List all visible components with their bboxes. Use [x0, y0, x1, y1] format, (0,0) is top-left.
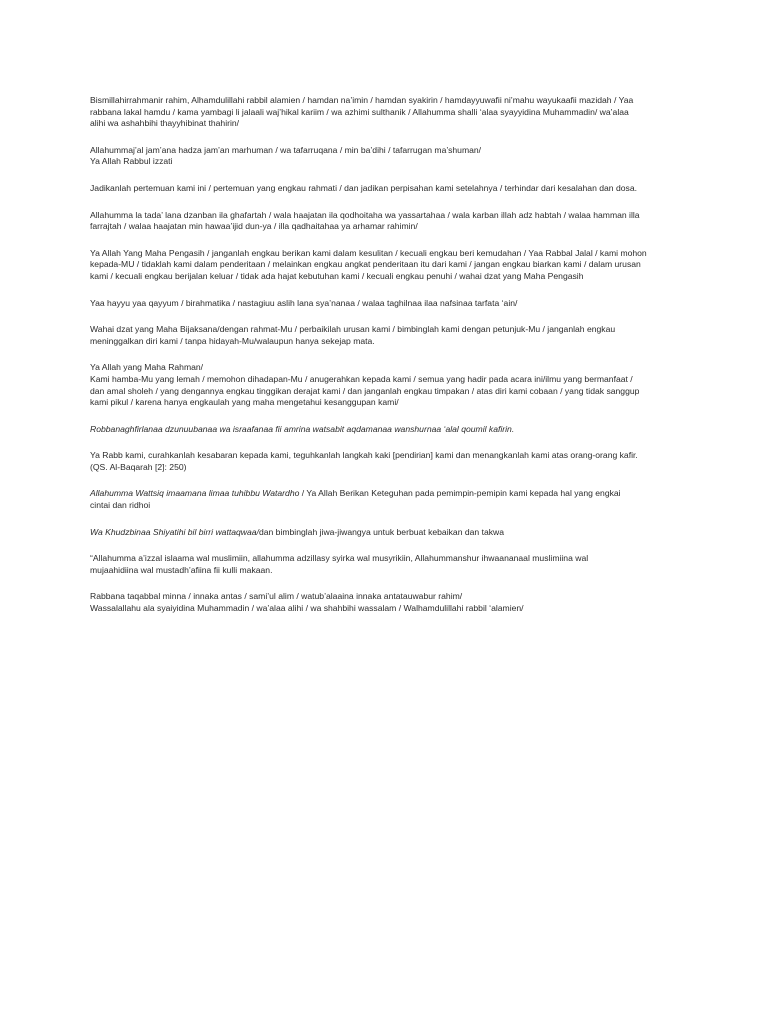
plain-text: / Ya Allah Berikan Keteguhan pada pemimpin-pemipin kami kepada hal yang engkai — [299, 488, 621, 499]
text-line — [90, 488, 690, 500]
text-line: Bismillahirrahmanir rahim, Alhamdulillahi rabbil alamien / hamdan na’imin / hamdan syakirin / hamdayyuwafii ni’mahu wayukaafii mazidah / Yaa — [90, 95, 634, 105]
text-line — [90, 500, 690, 512]
paragraph-yaa-hayyu — [90, 298, 690, 310]
text-line — [90, 527, 690, 539]
paragraph-la-tada — [90, 210, 690, 233]
text-line: kami / kecuali engkau berijalan keluar / tidak ada hajat kebutuhan kami / kecuali engkau penuhi / wahai dzat yang Maha Pengasih — [90, 270, 584, 281]
text-line: mujaahidiina wal mustadh’afiina fii kulli makaan. — [90, 564, 273, 575]
paragraph-jadikanlah — [90, 183, 690, 195]
text-line: dan amal sholeh / yang dengannya engkau tinggikan derajat kami / dan janganlah engkau timpakan / atas diri kami cobaan / yang tidak sanggup — [90, 385, 640, 396]
text-line: Wassalallahu ala syaiyidina Muhammadin / wa’alaa alihi / wa shahbihi wassalam / Walhamdulillahi rabbil ‘alamien/ — [90, 603, 524, 614]
paragraph-wattsiq — [90, 488, 690, 511]
text-line: Wahai dzat yang Maha Bijaksana/dengan rahmat-Mu / perbaikilah urusan kami / bimbinglah kami dengan petunjuk-Mu / janganlah engkau — [90, 324, 616, 335]
paragraph-ya-rabb-kami — [90, 450, 690, 473]
text-line: Yaa hayyu yaa qayyum / birahmatika / nastagiuu aslih lana sya’nanaa / walaa taghilnaa ilaa nafsinaa tarfata ‘ain/ — [90, 297, 518, 308]
text-line: (QS. Al-Baqarah [2]: 250) — [90, 461, 187, 472]
paragraph-maha-pengasih — [90, 248, 690, 283]
paragraph-bijaksana — [90, 324, 690, 347]
italic-text: Allahumma Wattsiq imaamana limaa tuhibbu Watardho — [90, 488, 300, 499]
text-line: Ya Allah yang Maha Rahman/ — [90, 362, 204, 373]
paragraph-allahummajal — [90, 145, 690, 168]
text-line: Robbanaghfirlanaa dzunuubanaa wa israafanaa fii amrina watsabit aqdamanaa wanshurnaa ‘alal qoumil kafirin. — [90, 423, 515, 434]
text-line: alihi wa ashahbihi thayyhibinat thahirin/ — [90, 118, 240, 129]
text-line: Allahummaj’al jam’ana hadza jam’an marhuman / wa tafarruqana / min ba’dihi / tafarrugan ma’shuman/ — [90, 144, 482, 155]
text-line: Ya Allah Yang Maha Pengasih / janganlah engkau berikan kami dalam kesulitan / kecuali engkau beri kemudahan / Yaa Rabbal Jalal / kami mohon — [90, 247, 647, 258]
text-line: Jadikanlah pertemuan kami ini / pertemuan yang engkau rahmati / dan jadikan perpisahan kami setelahnya / terhindar dari kesalahan dan dosa. — [90, 182, 637, 193]
italic-text: Wa Khudzbinaa Shiyatihi bil birri wattaqwaa/ — [90, 526, 259, 537]
paragraph-khudzbinaa — [90, 527, 690, 539]
text-line: Ya Rabb kami, curahkanlah kesabaran kepada kami, teguhkanlah langkah kaki [pendirian] kami dan menangkanlah kami atas orang-orang kafir. — [90, 450, 638, 461]
paragraph-robbanaghfirlanaa — [90, 424, 690, 436]
text-line: Ya Allah Rabbul izzati — [90, 156, 173, 167]
text-line: rabbana lakal hamdu / kama yambagi li jalaali waj’hikal kariim / wa azhimi sulthanik / Allahumma shalli ‘alaa syayyidina Muhammadin/ wa’alaa — [90, 106, 629, 117]
paragraph-aizzal-islaama — [90, 553, 690, 576]
text-line: farrajtah / walaa haajatan min hawaa’ijid dun-ya / illa qadhaitahaa ya arhamar rahimin/ — [90, 221, 418, 232]
paragraph-opening — [90, 95, 690, 130]
text-line: Allahumma la tada’ lana dzanban ila ghafartah / wala haajatan ila qodhoitaha wa yassartahaa / wala karban illah adz habtah / walaa hamman illa — [90, 209, 640, 220]
text-line: Kami hamba-Mu yang lemah / memohon dihadapan-Mu / anugerahkan kepada kami / semua yang hadir pada acara ini/ilmu yang bermanfaat / — [90, 373, 633, 384]
text-line: meninggalkan diri kami / tanpa hidayah-Mu/walaupun hanya sekejap mata. — [90, 335, 375, 346]
paragraph-closing — [90, 591, 690, 614]
plain-text: cintai dan ridhoi — [90, 500, 151, 511]
paragraph-maha-rahman — [90, 362, 690, 408]
text-line: “Allahumma a’izzal islaama wal muslimiin, allahumma adzillasy syirka wal musyrikiin, Allahummanshur ihwaananaal muslimiina wal — [90, 553, 589, 564]
text-line: kami pikul / karena hanya engkaulah yang maha mengetahui kesanggupan kami/ — [90, 397, 399, 408]
text-line: kepada-MU / tidaklah kami dalam penderitaan / melainkan engkau angkat penderitaan itu dari kami / jangan engkau biarkan kami / dalam urusan — [90, 259, 641, 270]
plain-text: dan bimbinglah jiwa-jiwangya untuk berbuat kebaikan dan takwa — [258, 526, 505, 537]
text-line: Rabbana taqabbal minna / innaka antas / sami’ul alim / watub’alaaina innaka antatauwabur rahim/ — [90, 591, 463, 602]
